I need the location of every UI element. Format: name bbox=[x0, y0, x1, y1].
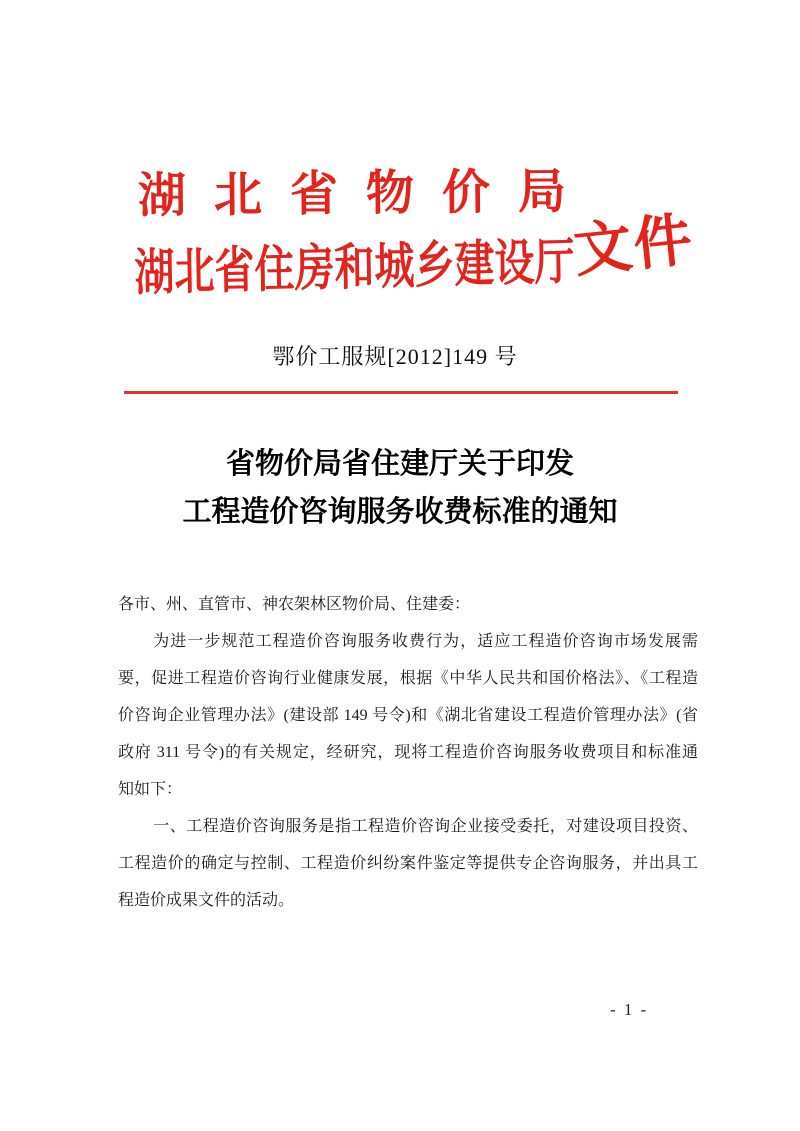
body-line: 程造价成果文件的活动。 bbox=[118, 892, 295, 909]
salutation-line: 各市、州、直管市、神农架林区物价局、住建委： bbox=[118, 596, 471, 613]
doc-title bbox=[0, 440, 800, 536]
page-number: - 1 - bbox=[610, 1000, 649, 1019]
body-line: 要，促进工程造价咨询行业健康发展，根据《中华人民共和国价格法》、《工程造 bbox=[118, 670, 698, 687]
agency-name-line2: 湖北省住房和城乡建设厅 bbox=[134, 233, 575, 301]
doc-type-label: 文件 bbox=[570, 206, 697, 285]
doc-title-line2: 工程造价咨询服务收费标准的通知 bbox=[182, 496, 618, 528]
agency-name-line1: 湖北省物价局 bbox=[137, 165, 595, 223]
body-line: 工程造价的确定与控制、工程造价纠纷案件鉴定等提供专企咨询服务，并出具工 bbox=[118, 855, 698, 872]
body-line: 为进一步规范工程造价咨询服务收费行为，适应工程造价咨询市场发展需 bbox=[153, 633, 698, 650]
body-line: 价咨询企业管理办法》(建设部 149 号令)和《湖北省建设工程造价管理办法》(省 bbox=[118, 707, 698, 724]
body-line: 知如下： bbox=[118, 781, 183, 798]
document-body bbox=[118, 586, 698, 919]
body-line: 政府 311 号令)的有关规定，经研究，现将工程造价咨询服务收费项目和标准通 bbox=[118, 744, 698, 761]
header-divider-rule bbox=[124, 391, 678, 394]
doc-number: 鄂价工服规[2012]149 号 bbox=[272, 344, 518, 369]
doc-title-line1: 省物价局省住建厅关于印发 bbox=[225, 448, 574, 480]
body-line: 一、工程造价咨询服务是指工程造价咨询企业接受委托，对建设项目投资、 bbox=[153, 818, 698, 835]
